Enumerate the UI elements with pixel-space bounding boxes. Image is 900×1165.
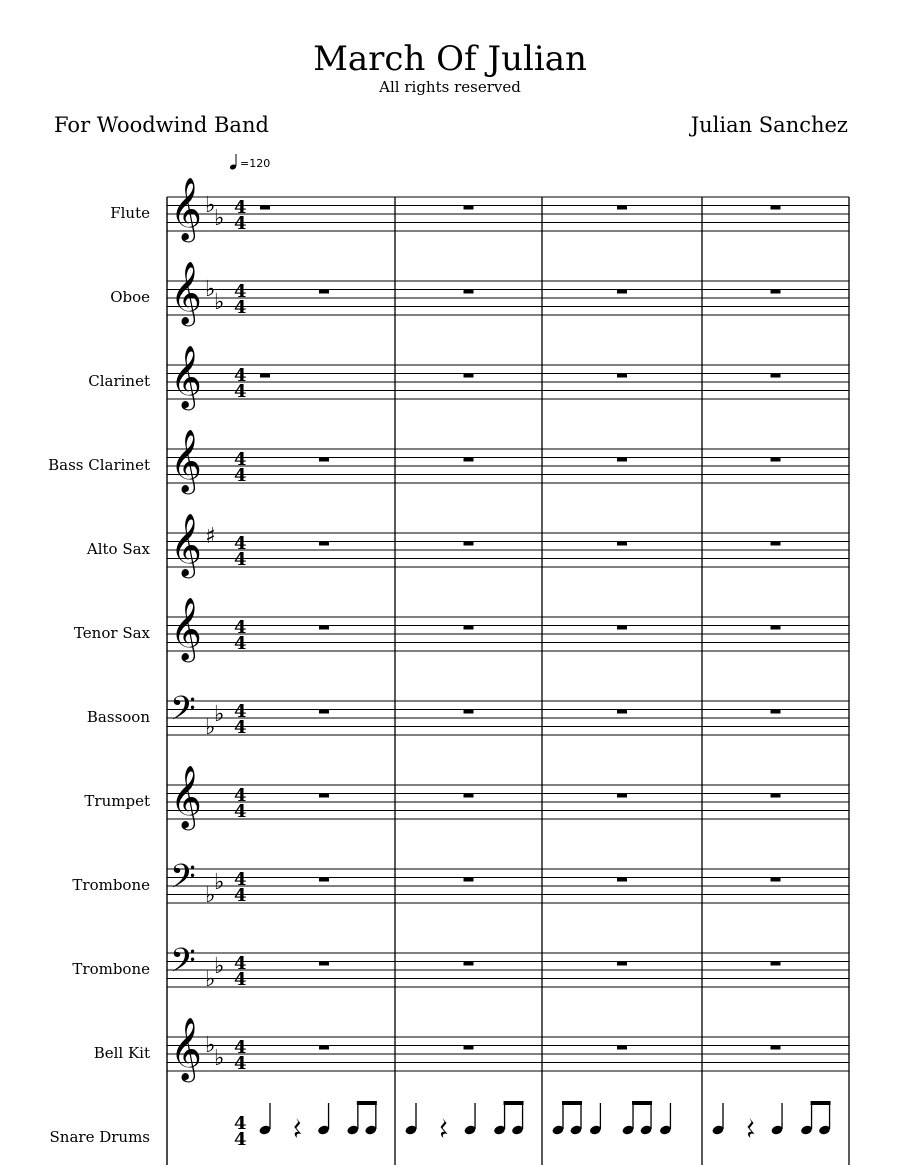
time-signature-top: 4 [234, 785, 247, 806]
time-signature-top: 4 [234, 617, 247, 638]
whole-rest [617, 458, 627, 462]
whole-rest [617, 878, 627, 882]
instrument-label: Oboe [110, 288, 150, 306]
treble-clef-icon: 𝄞 [170, 429, 202, 492]
instrument-label: Tenor Sax [73, 624, 150, 642]
quarter-rest [294, 1118, 301, 1138]
whole-rest [617, 374, 627, 378]
time-signature-top: 4 [234, 281, 247, 302]
instrument-label: Snare Drums [49, 1128, 150, 1146]
composer-name: Julian Sanchez [690, 113, 848, 137]
time-signature-bottom: 4 [234, 1129, 247, 1150]
time-signature-bottom: 4 [234, 717, 247, 738]
quarter-rest [441, 1118, 448, 1138]
whole-rest [771, 290, 781, 294]
instrument-label: Trombone [72, 960, 150, 978]
time-signature-bottom: 4 [234, 297, 247, 318]
whole-rest [260, 374, 270, 378]
bass-clef-icon: 𝄢 [170, 690, 196, 736]
whole-rest [771, 710, 781, 714]
instrument-label: Trombone [72, 876, 150, 894]
whole-rest [464, 458, 474, 462]
time-signature-top: 4 [234, 953, 247, 974]
whole-rest [464, 206, 474, 210]
flat-sign-icon: ♭ [205, 193, 216, 218]
flat-sign-icon: ♭ [214, 702, 225, 727]
whole-rest [771, 374, 781, 378]
flat-sign-icon: ♭ [214, 870, 225, 895]
flat-sign-icon: ♭ [205, 1033, 216, 1058]
instrument-label: Bell Kit [93, 1044, 150, 1062]
whole-rest [617, 710, 627, 714]
time-signature-top: 4 [234, 701, 247, 722]
time-signature-bottom: 4 [234, 549, 247, 570]
instrument-label: Flute [110, 204, 150, 222]
whole-rest [319, 290, 329, 294]
flat-sign-icon: ♭ [205, 715, 216, 740]
instrument-label: Clarinet [88, 372, 150, 390]
treble-clef-icon: 𝄞 [170, 261, 202, 324]
score-subtitle: For Woodwind Band [54, 113, 269, 137]
eighth-beam [811, 1101, 831, 1105]
whole-rest [464, 962, 474, 966]
whole-rest [771, 206, 781, 210]
whole-rest [617, 542, 627, 546]
whole-rest [464, 878, 474, 882]
time-signature-bottom: 4 [234, 381, 247, 402]
flat-sign-icon: ♭ [214, 1046, 225, 1071]
time-signature-bottom: 4 [234, 465, 247, 486]
time-signature-top: 4 [234, 1113, 247, 1134]
sharp-sign-icon: ♯ [205, 524, 216, 549]
time-signature-top: 4 [234, 1037, 247, 1058]
whole-rest [319, 1046, 329, 1050]
whole-rest [464, 290, 474, 294]
bass-clef-icon: 𝄢 [170, 858, 196, 904]
flat-sign-icon: ♭ [214, 954, 225, 979]
instrument-label: Bass Clarinet [48, 456, 150, 474]
whole-rest [617, 290, 627, 294]
treble-clef-icon: 𝄞 [170, 597, 202, 660]
whole-rest [319, 542, 329, 546]
eighth-beam [357, 1101, 377, 1105]
whole-rest [319, 794, 329, 798]
time-signature-top: 4 [234, 533, 247, 554]
whole-rest [464, 374, 474, 378]
whole-rest [464, 626, 474, 630]
score-title: March Of Julian [313, 39, 587, 79]
whole-rest [771, 542, 781, 546]
whole-rest [617, 794, 627, 798]
treble-clef-icon: 𝄞 [170, 513, 202, 576]
eighth-beam [562, 1101, 582, 1105]
quarter-rest [748, 1118, 755, 1138]
flat-sign-icon: ♭ [205, 883, 216, 908]
whole-rest [771, 1046, 781, 1050]
whole-rest [319, 878, 329, 882]
time-signature-bottom: 4 [234, 885, 247, 906]
instrument-label: Alto Sax [86, 540, 150, 558]
whole-rest [464, 710, 474, 714]
flat-sign-icon: ♭ [205, 967, 216, 992]
flat-sign-icon: ♭ [214, 206, 225, 231]
whole-rest [464, 1046, 474, 1050]
whole-rest [319, 962, 329, 966]
copyright-notice: All rights reserved [379, 78, 521, 96]
eighth-beam [632, 1101, 652, 1105]
time-signature-bottom: 4 [234, 801, 247, 822]
time-signature-bottom: 4 [234, 1053, 247, 1074]
whole-rest [464, 794, 474, 798]
time-signature-top: 4 [234, 869, 247, 890]
time-signature-bottom: 4 [234, 213, 247, 234]
flat-sign-icon: ♭ [205, 277, 216, 302]
flat-sign-icon: ♭ [214, 290, 225, 315]
whole-rest [771, 878, 781, 882]
eighth-beam [504, 1101, 524, 1105]
whole-rest [771, 794, 781, 798]
whole-rest [319, 458, 329, 462]
whole-rest [319, 626, 329, 630]
treble-clef-icon: 𝄞 [170, 345, 202, 408]
whole-rest [617, 626, 627, 630]
tempo-marking-text: =120 [240, 157, 271, 170]
treble-clef-icon: 𝄞 [170, 765, 202, 828]
whole-rest [617, 206, 627, 210]
treble-clef-icon: 𝄞 [170, 177, 202, 240]
whole-rest [319, 710, 329, 714]
whole-rest [771, 962, 781, 966]
whole-rest [617, 1046, 627, 1050]
instrument-label: Bassoon [86, 708, 150, 726]
treble-clef-icon: 𝄞 [170, 1017, 202, 1080]
whole-rest [617, 962, 627, 966]
time-signature-top: 4 [234, 449, 247, 470]
time-signature-bottom: 4 [234, 969, 247, 990]
time-signature-bottom: 4 [234, 633, 247, 654]
time-signature-top: 4 [234, 197, 247, 218]
instrument-label: Trumpet [84, 792, 150, 810]
bass-clef-icon: 𝄢 [170, 942, 196, 988]
whole-rest [260, 206, 270, 210]
whole-rest [464, 542, 474, 546]
whole-rest [771, 458, 781, 462]
whole-rest [771, 626, 781, 630]
time-signature-top: 4 [234, 365, 247, 386]
